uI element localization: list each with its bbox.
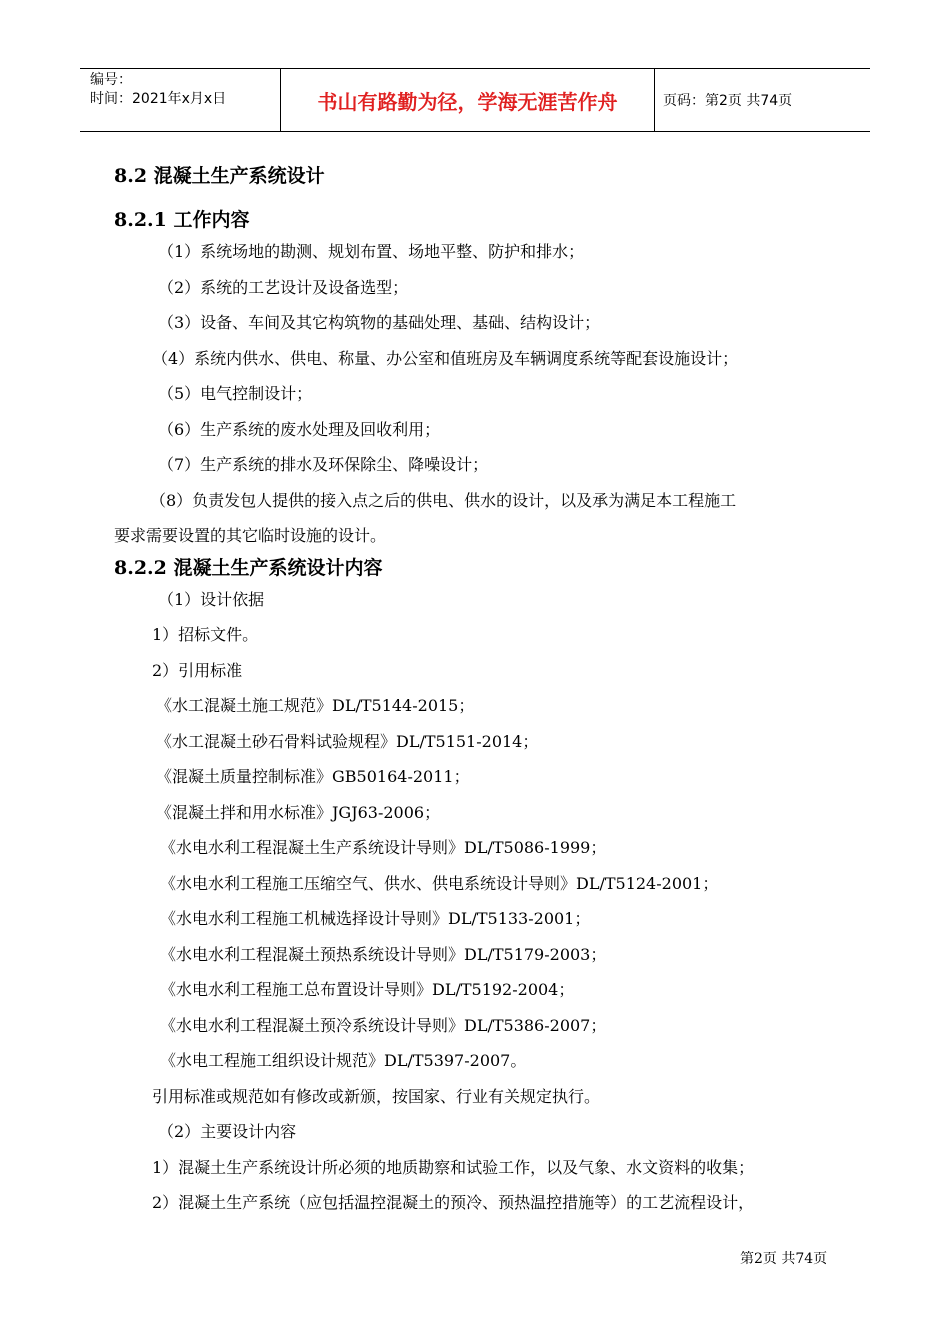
standards-list-a xyxy=(114,688,854,830)
number-label: 编号： xyxy=(90,72,132,88)
list-item-8-line-1: （8）负责发包人提供的接入点之后的供电、供水的设计，以及承为满足本工程施工 xyxy=(150,490,737,510)
list-item: （1）系统场地的勘测、规划布置、场地平整、防护和排水； xyxy=(158,242,585,261)
standard-item: 《水电水利工程混凝土生产系统设计导则》DL/T5086-1999； xyxy=(160,838,607,857)
standards-list-b xyxy=(114,830,854,1079)
header-motto: 书山有路勤为径，学海无涯苦作舟 xyxy=(281,69,655,131)
standard-item: 《混凝土拌和用水标准》JGJ63-2006； xyxy=(156,802,441,822)
list-item: （3）设备、车间及其它构筑物的基础处理、基础、结构设计； xyxy=(158,313,601,332)
list-item: （2）系统的工艺设计及设备选型； xyxy=(158,277,409,297)
header-page-label: 页码：第2页 共74页 xyxy=(663,93,793,109)
page-header xyxy=(80,68,870,132)
section-heading-8-2-2: 8.2.2 混凝土生产系统设计内容 xyxy=(114,556,383,579)
page-footer: 第2页 共74页 xyxy=(740,1251,828,1267)
standard-item: 《水工混凝土砂石骨料试验规程》DL/T5151-2014； xyxy=(156,731,539,751)
standard-item: 《水电水利工程施工机械选择设计导则》DL/T5133-2001； xyxy=(160,909,591,928)
list-item-8-line-2: 要求需要设置的其它临时设施的设计。 xyxy=(114,526,387,545)
section-heading-8-2-1: 8.2.1 工作内容 xyxy=(114,209,250,231)
standards-note: 引用标准或规范如有修改或新颁，按国家、行业有关规定执行。 xyxy=(152,1086,601,1106)
basis-title: （1）设计依据 xyxy=(158,589,265,609)
standard-item: 《水电水利工程施工总布置设计导则》DL/T5192-2004； xyxy=(160,980,575,999)
header-meta xyxy=(80,69,281,131)
list-item: （5）电气控制设计； xyxy=(158,384,313,403)
basis-item-2: 2）引用标准 xyxy=(152,660,243,680)
standard-item: 《水电工程施工组织设计规范》DL/T5397-2007。 xyxy=(160,1051,527,1070)
list-item: （6）生产系统的废水处理及回收利用； xyxy=(158,419,441,439)
standard-item: 《水电水利工程施工压缩空气、供水、供电系统设计导则》DL/T5124-2001； xyxy=(160,873,719,893)
standard-item: 《水电水利工程混凝土预冷系统设计导则》DL/T5386-2007； xyxy=(160,1015,607,1035)
main-content-title: （2）主要设计内容 xyxy=(158,1122,297,1141)
list-item: （4）系统内供水、供电、称量、办公室和值班房及车辆调度系统等配套设施设计； xyxy=(152,348,739,368)
work-items-list xyxy=(114,234,854,483)
standard-item: 《水电水利工程混凝土预热系统设计导则》DL/T5179-2003； xyxy=(160,944,607,964)
list-item: （7）生产系统的排水及环保除尘、降噪设计； xyxy=(158,455,489,474)
standard-item: 《水工混凝土施工规范》DL/T5144-2015； xyxy=(156,696,475,715)
standard-item: 《混凝土质量控制标准》GB50164-2011； xyxy=(156,767,470,786)
section-heading-8-2: 8.2 混凝土生产系统设计 xyxy=(114,165,325,187)
basis-item-1: 1）招标文件。 xyxy=(152,625,259,644)
document-body xyxy=(114,162,854,1221)
main-content-item-2: 2）混凝土生产系统（应包括温控混凝土的预冷、预热温控措施等）的工艺流程设计， xyxy=(152,1193,755,1212)
time-label: 时间：2021年x月x日 xyxy=(90,91,227,107)
main-content-item-1: 1）混凝土生产系统设计所必须的地质勘察和试验工作，以及气象、水文资料的收集； xyxy=(152,1157,755,1177)
